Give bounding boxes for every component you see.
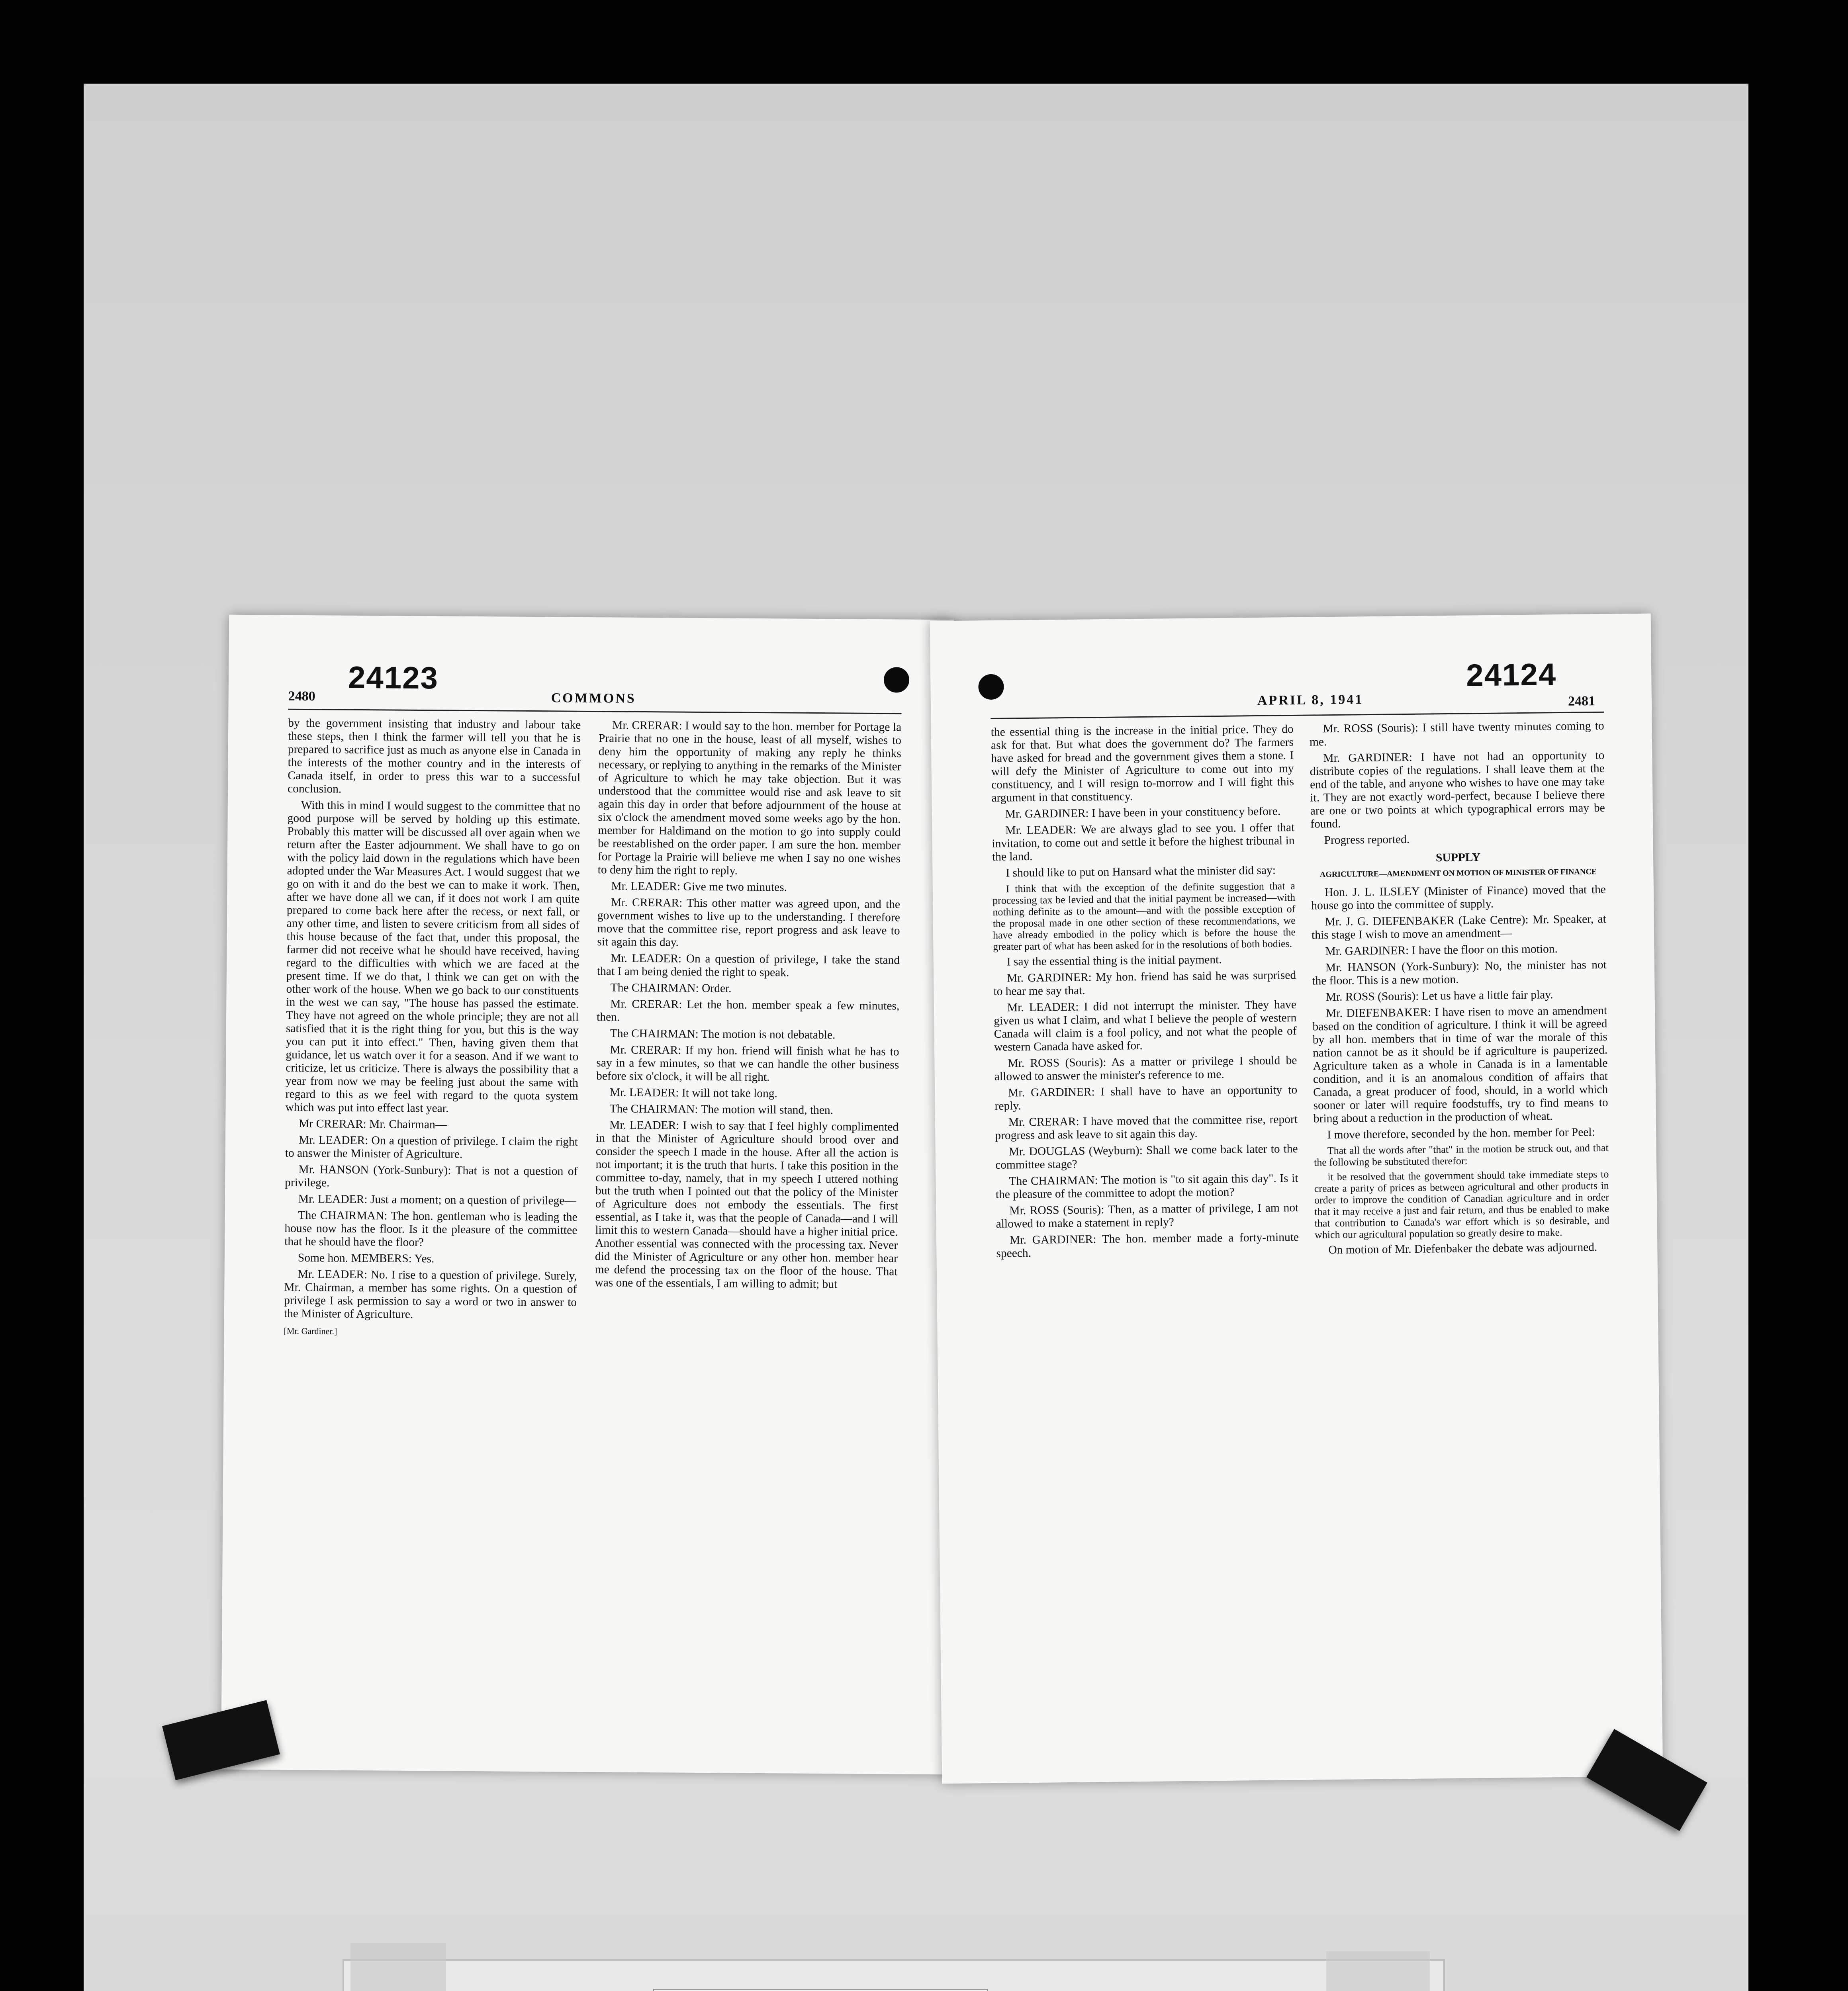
paragraph: The CHAIRMAN: The motion will stand, then. bbox=[609, 1102, 834, 1117]
paragraph: Mr. LEADER: I did not interrupt the minister. They have given us what I claim, and what I believe the people of western Canada will claim is a fool policy, and not what the people of western Canada have asked for. bbox=[994, 998, 1297, 1054]
paragraph: The CHAIRMAN: The motion is not debatable. bbox=[610, 1027, 836, 1042]
paragraph: Mr. LEADER: On a question of privilege. I claim the right to answer the Minister of Agriculture. bbox=[285, 1133, 578, 1161]
paragraph: Mr. GARDINER: The hon. member made a forty-minute speech. bbox=[996, 1230, 1299, 1260]
paragraph: With this in mind I would suggest to the committee that no good purpose will be served by holding up this estimate. Probably this matter will be discussed all over again when we return after the Easter adjournment. We shall have to go on with the policy laid down in the regulations which have been adopted under the War Measures Act. I would suggest that we go on with it and do the best we can to make it work. Then, after we have done all we can, if it does not work I am quite prepared to come back here after the recess, or next fall, or any other time, and listen to severe criticism from all sides of this house because of the fact that, under this proposal, the farmer did not receive what he should have received, having regard to the difficulties with which we are faced at the present time. If we do that, I think we can get on with the other work of the house. When we go back to our constituents in the west we can say, "The house has passed the estimate. They have not agreed on the whole principle; they are not all satisfied that it is the right thing for you, but this is the way you can put it into effect." Then, having given them that guidance, let us watch over it for a season. And if we want to criticize, let us criticize. There is always the possibility that a year from now we may be feeling just about the same with regard to this as we feel with regard to the quota system which was put into effect last year. bbox=[285, 798, 580, 1115]
paragraph: The CHAIRMAN: Order. bbox=[610, 981, 732, 995]
right-page bbox=[930, 614, 1663, 1784]
paragraph: Mr. LEADER: We are always glad to see you. I offer that invitation, to come out and settle it before the highest tribunal in the land. bbox=[992, 821, 1295, 863]
left-page bbox=[221, 615, 954, 1775]
paragraph: I move therefore, seconded by the hon. member for Peel: bbox=[1327, 1126, 1595, 1142]
paragraph: I should like to put on Hansard what the minister did say: bbox=[1006, 864, 1276, 880]
header-rule bbox=[288, 709, 901, 714]
paragraph: by the government insisting that industry and labour take these steps, then I think the farmer will tell you that he is prepared to sacrifice just as much as anyone else in Canada in the interests of the mother country and in the interests of Canada itself, in order to press this war to a successful conclusion. bbox=[287, 716, 581, 796]
page-number: 2481 bbox=[1568, 694, 1595, 709]
paragraph: Mr. LEADER: Give me two minutes. bbox=[611, 880, 787, 894]
paragraph: Mr. CRERAR: Let the hon. member speak a few minutes, then. bbox=[597, 997, 900, 1024]
paragraph: Mr. GARDINER: I have been in your constituency before. bbox=[1005, 805, 1281, 821]
paragraph: The CHAIRMAN: The motion is "to sit again this day". Is it the pleasure of the committee to adopt the motion? bbox=[995, 1172, 1298, 1201]
paragraph: Mr. GARDINER: I have not had an opportunity to distribute copies of the regulations. I shall leave them at the end of the table, and anyone who wishes to have one may take it. They are not exactly word-perfect, because I believe there are one or two points at which typographical errors may be found. bbox=[1310, 749, 1605, 831]
paragraph: Hon. J. L. ILSLEY (Minister of Finance) moved that the house go into the committee of supply. bbox=[1311, 883, 1606, 912]
quotation: That all the words after "that" in the motion be struck out, and that the following be substituted therefor: bbox=[1314, 1142, 1609, 1168]
paragraph: Mr. LEADER: Just a moment; on a question of privilege— bbox=[298, 1192, 577, 1207]
paragraph: Mr. DIEFENBAKER: I have risen to move an amendment based on the condition of agriculture. I think it will be agreed by all hon. members that in time of war the morale of this nation cannot be as it should be if agriculture is pauperized. Agriculture taken as a whole in Canada is in a lamentable condition, and it is an anomalous condition of affairs that Canada, a great producer of food, should, in a world which sooner or later will require foodstuffs, try to find means to bring about a reduction in the production of wheat. bbox=[1312, 1004, 1608, 1125]
paragraph: Mr. ROSS (Souris): Let us have a little fair play. bbox=[1325, 988, 1553, 1004]
header-rule bbox=[991, 712, 1604, 719]
paragraph: Mr. ROSS (Souris): Then, as a matter of privilege, I am not allowed to make a statement in reply? bbox=[996, 1201, 1299, 1230]
paragraph: Mr. J. G. DIEFENBAKER (Lake Centre): Mr. Speaker, at this stage I wish to move an amendment— bbox=[1311, 912, 1606, 942]
speaker-footer: [Mr. Gardiner.] bbox=[284, 1326, 337, 1336]
running-header: APRIL 8, 1941 bbox=[1257, 692, 1364, 708]
paragraph: Mr. DOUGLAS (Weyburn): Shall we come back later to the committee stage? bbox=[995, 1142, 1298, 1172]
folio-stamp: 24123 bbox=[348, 659, 439, 696]
paragraph: Some hon. MEMBERS: Yes. bbox=[298, 1251, 435, 1265]
section-subtitle: AGRICULTURE—AMENDMENT ON MOTION OF MINISTER OF FINANCE bbox=[1319, 867, 1597, 879]
tape bbox=[350, 1943, 446, 1991]
paragraph: Mr. HANSON (York-Sunbury): No, the minister has not the floor. This is a new motion. bbox=[1312, 958, 1607, 988]
paragraph: Mr. LEADER: It will not take long. bbox=[609, 1086, 778, 1100]
text-column-1 bbox=[284, 717, 581, 1340]
running-header: COMMONS bbox=[551, 690, 636, 706]
paragraph: Mr. CRERAR: I would say to the hon. member for Portage la Prairie that no one in the house, least of all myself, wishes to deny him the opportunity of making any reply he thinks necessary, or replying to anything in the remarks of the Minister of Agriculture to which he may take objection. But it was understood that the committee would rise and ask leave to sit again this day in order that before adjournment of the house at six o'clock the amendment moved some weeks ago by the hon. member for Haldimand on the motion to go into supply could be reestablished on the order paper. I am sure the hon. member for Portage la Prairie will believe me when I say no one wishes to deny him the right to reply. bbox=[597, 719, 902, 877]
paragraph: Mr. LEADER: On a question of privilege, I take the stand that I am being denied the right to speak. bbox=[597, 952, 900, 979]
paragraph: Mr CRERAR: Mr. Chairman— bbox=[299, 1117, 447, 1131]
section-title: SUPPLY bbox=[1435, 851, 1481, 864]
paragraph: Mr. ROSS (Souris): As a matter or privilege I should be allowed to answer the minister's reference to me. bbox=[994, 1054, 1297, 1083]
paragraph: I say the essential thing is the initial payment. bbox=[1006, 953, 1222, 968]
text-column-2 bbox=[595, 719, 901, 1295]
text-column-1 bbox=[991, 723, 1299, 1263]
quotation: it be resolved that the government should take immediate steps to create a parity of prices as between agricultural and other products in order to improve the condition of Canadian agriculture and in order that it may receive a just and fair return, and thus be enabled to make that contribution to Canada's war effort which is so desirable, and which our agricultural population so greatly desire to make. bbox=[1314, 1168, 1609, 1241]
paragraph: the essential thing is the increase in the initial price. They do ask for that. But what does the government do? The farmers have asked for bread and the government gives them a stone. I will defy the Minister of Agriculture to come out into my constituency, and I will resign to-morrow and I will fight this argument in that constituency. bbox=[991, 723, 1294, 804]
paragraph: Mr. CRERAR: If my hon. friend will finish what he has to say in a few minutes, so that we can handle the other business before six o'clock, it will be all right. bbox=[596, 1043, 899, 1084]
tape bbox=[1326, 1951, 1430, 1991]
quotation: I think that with the exception of the definite suggestion that a processing tax be levied and that the initial payment be increased—with nothing definite as to the amount—and with the possible exception of the proposal made in one other section of these recommendations, we have already embodied in the policy which is before the house the greater part of what has been asked for in the resolutions of both bodies. bbox=[992, 880, 1296, 952]
paragraph: The CHAIRMAN: The hon. gentleman who is leading the house now has the floor. Is it the pleasure of the committee that he should have the floor? bbox=[284, 1209, 578, 1249]
paragraph: Mr. GARDINER: I have the floor on this motion. bbox=[1325, 943, 1558, 958]
text-column-2 bbox=[1309, 720, 1609, 1260]
punch-hole bbox=[884, 667, 909, 692]
paragraph: Mr. HANSON (York-Sunbury): That is not a question of privilege. bbox=[285, 1163, 578, 1189]
paragraph: Mr. LEADER: No. I rise to a question of privilege. Surely, Mr. Chairman, a member has some rights. On a question of privilege I ask permission to say a word or two in answer to the Minister of Agriculture. bbox=[284, 1267, 577, 1321]
paragraph: Mr. CRERAR: I have moved that the committee rise, report progress and ask leave to sit again this day. bbox=[995, 1113, 1298, 1142]
paragraph: Mr. GARDINER: I shall have to have an opportunity to reply. bbox=[994, 1083, 1298, 1113]
archive-card bbox=[343, 1959, 1445, 1991]
paragraph: On motion of Mr. Diefenbaker the debate was adjourned. bbox=[1328, 1241, 1597, 1257]
page-number: 2480 bbox=[288, 688, 315, 704]
paragraph: Progress reported. bbox=[1324, 833, 1410, 847]
folio-stamp: 24124 bbox=[1466, 657, 1557, 693]
punch-hole bbox=[978, 674, 1004, 700]
paragraph: Mr. CRERAR: This other matter was agreed upon, and the government wishes to live up to the understanding. I therefore move that the committee rise, report progress and ask leave to sit again this day. bbox=[597, 896, 901, 949]
paragraph: Mr. LEADER: I wish to say that I feel highly complimented in that the Minister of Agriculture should brood over and consider the speech I made in the house. After all the action is not important; it is the truth that hurts. I take this position in the committee to-day, namely, that in my speech I uttered nothing but the truth when I pointed out that the policy of the Minister of Agriculture does not embody the essentials. The first essential, as I take it, was that the people of Canada—and I will limit this to western Canada—should have a higher initial price. Another essential was connected with the processing tax. Never did the Minister of Agriculture or any other hon. member hear me defend the processing tax on the floor of the house. That was one of the essentials, I am willing to admit; but bbox=[595, 1119, 899, 1291]
paragraph: Mr. ROSS (Souris): I still have twenty minutes coming to me. bbox=[1309, 719, 1604, 749]
paragraph: Mr. GARDINER: My hon. friend has said he was surprised to hear me say that. bbox=[993, 968, 1296, 998]
collection-label bbox=[653, 1989, 988, 1991]
